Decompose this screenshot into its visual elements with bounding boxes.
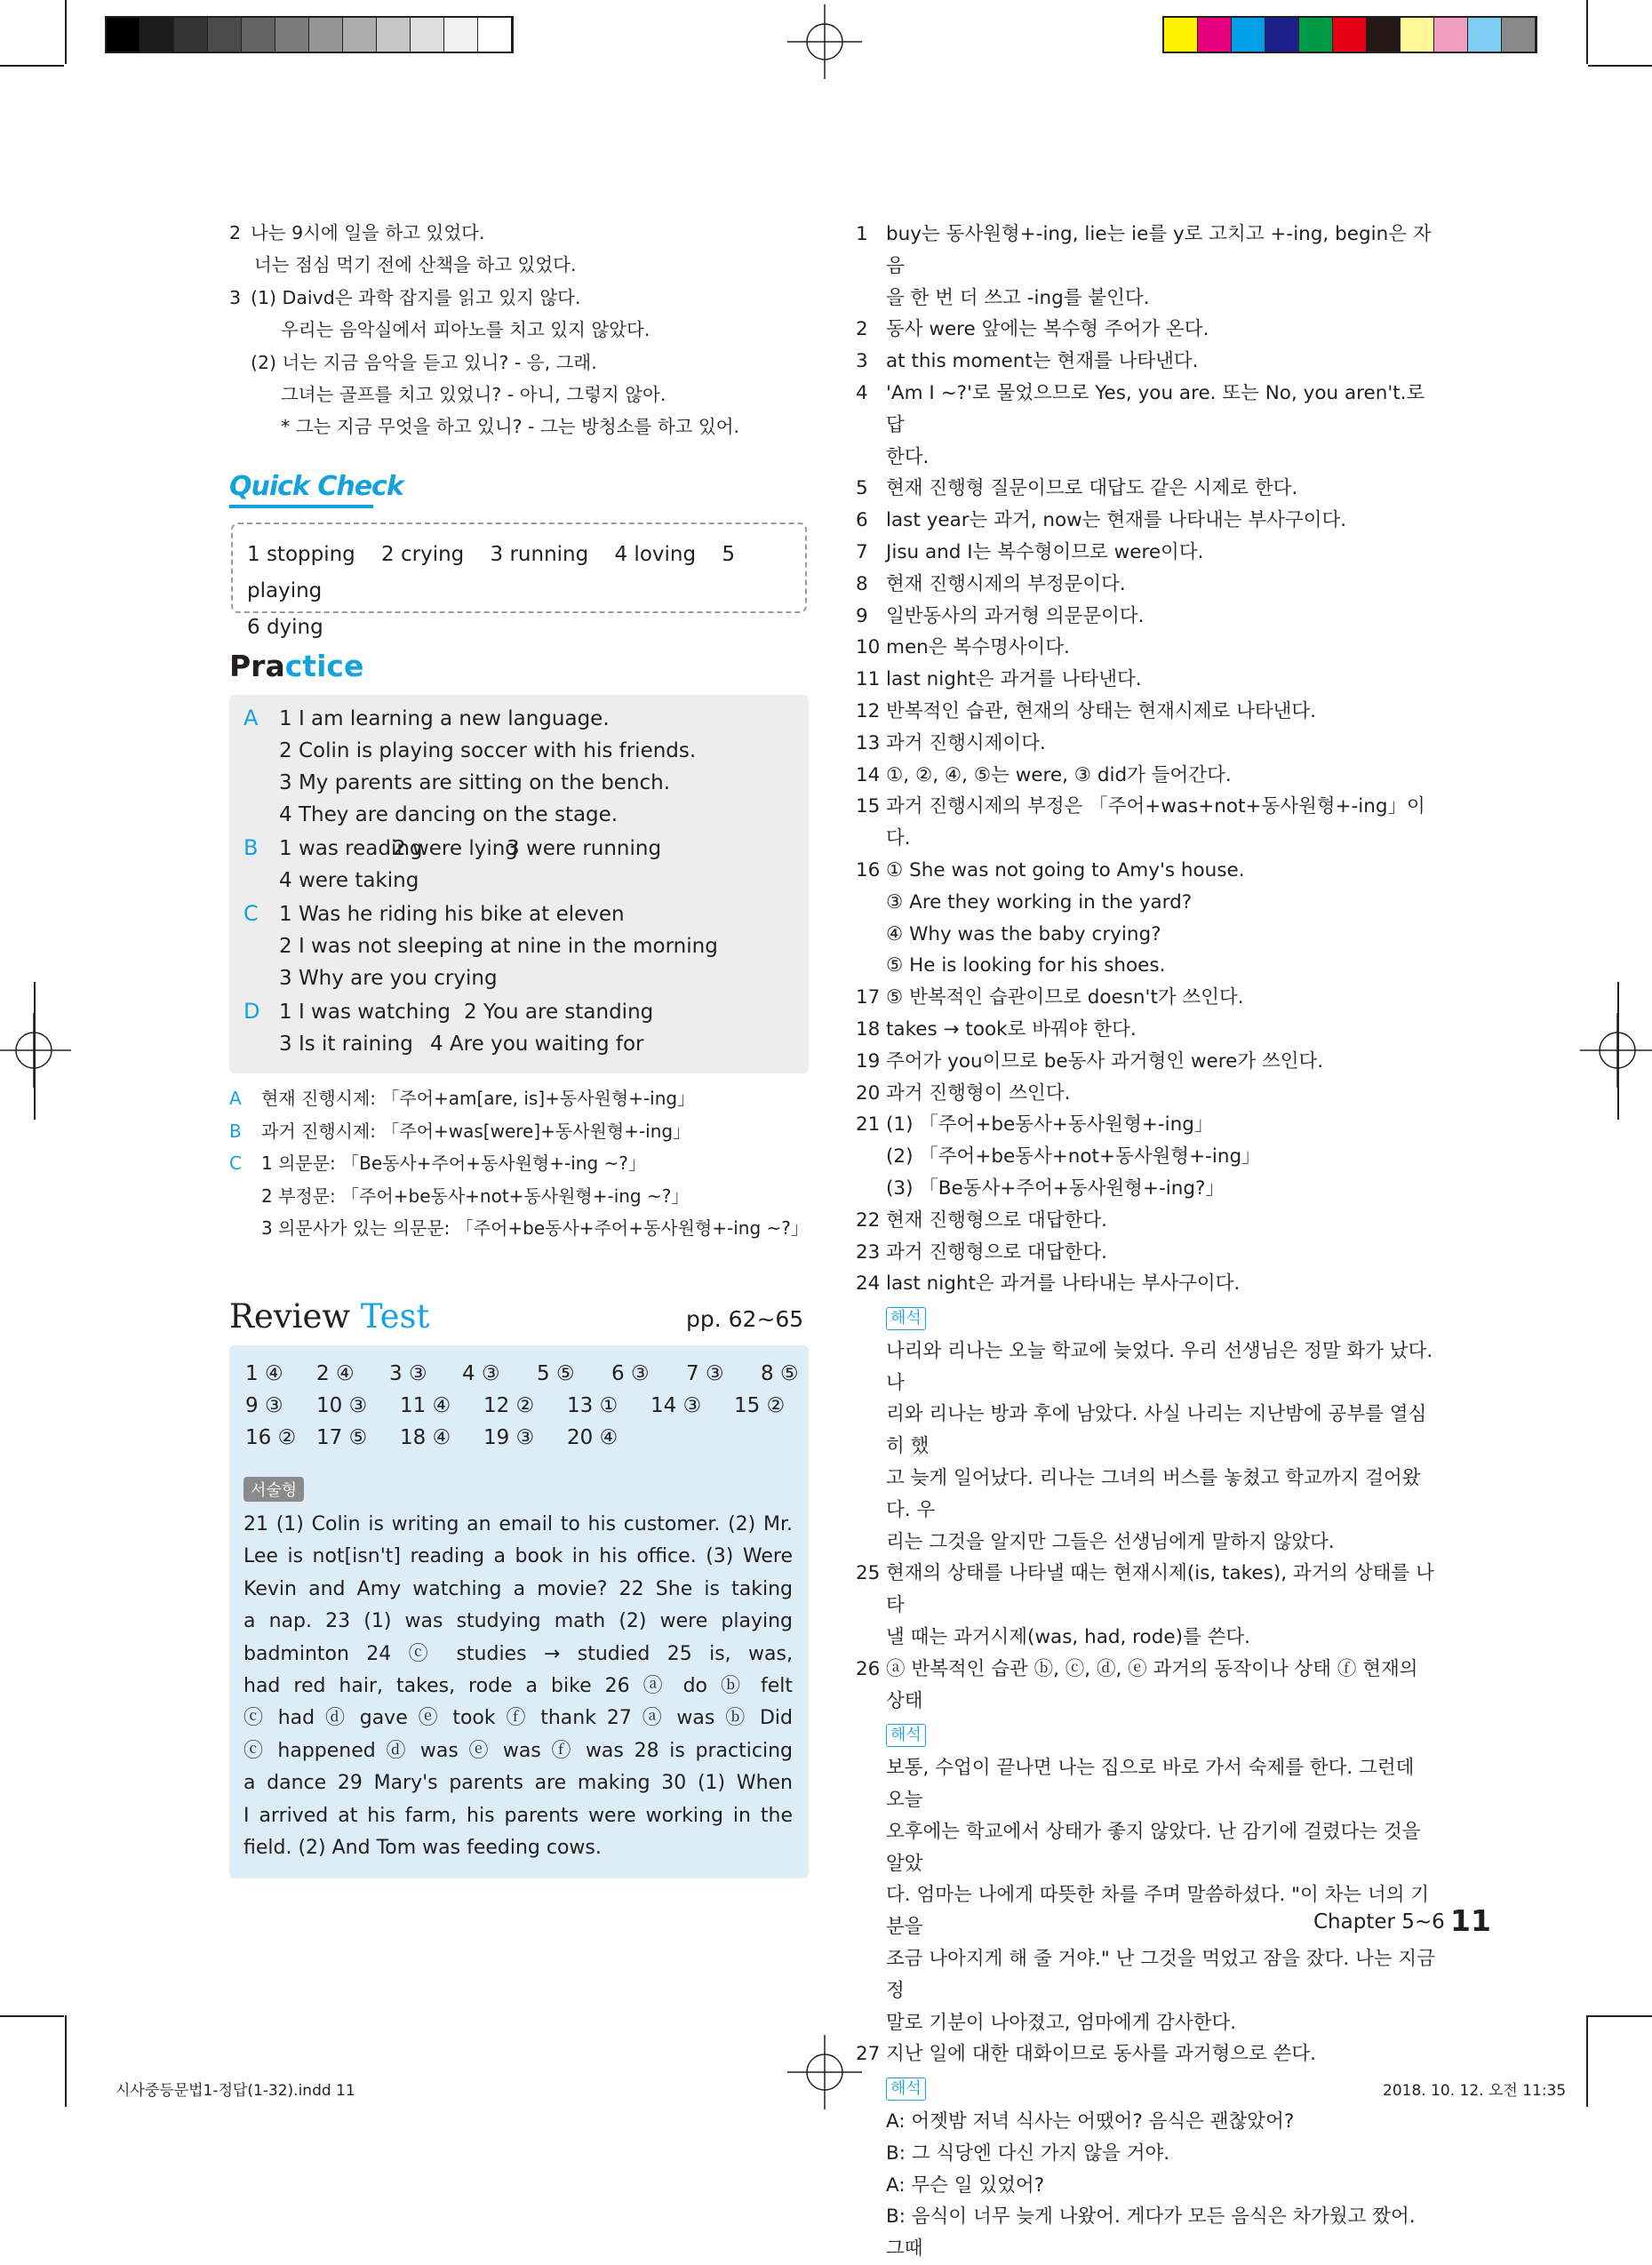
practice-title-part: Pra	[229, 649, 285, 683]
practice-answer: 2 Colin is playing soccer with his friends.	[279, 739, 697, 762]
crop-mark	[0, 2015, 64, 2017]
explanation-text: ①, ②, ④, ⑤는 were, ③ did가 들어간다.	[886, 763, 1232, 786]
item-number	[856, 2106, 886, 2138]
explanation-text: ③ Are they working in the yard?	[886, 890, 1193, 913]
explanation-line	[856, 887, 1437, 919]
review-answer: 9 ③	[245, 1394, 283, 1417]
explanation-line	[856, 1686, 1437, 1718]
grammar-note: 현재 진행시제: 「주어+am[are, is]+동사원형+-ing」	[261, 1088, 696, 1109]
explanation-line	[856, 346, 1437, 378]
explanation-line	[856, 1527, 1437, 1559]
explanation-text: ④ Why was the baby crying?	[886, 922, 1161, 945]
explanation-line	[856, 1014, 1437, 1046]
explanation-line	[856, 1268, 1437, 1300]
explanation-text: 일반동사의 과거형 의문문이다.	[886, 604, 1145, 627]
practice-answer: 2 were lying	[393, 837, 518, 860]
practice-answer: 3 Why are you crying	[279, 967, 498, 990]
explanation-text: last night은 과거를 나타낸다.	[886, 668, 1142, 691]
explanation-line	[856, 569, 1437, 601]
slug-date: 2018. 10. 12. 오전 11:35	[1383, 2082, 1567, 2100]
item-number: 19	[856, 1049, 881, 1073]
explanations-column	[856, 219, 1437, 2265]
review-answer: 15 ②	[734, 1394, 786, 1417]
explanation-line	[856, 696, 1437, 728]
practice-answer: 3 were running	[507, 837, 662, 860]
answer-line: 그녀는 골프를 치고 있었니? - 아니, 그렇지 않아.	[281, 384, 666, 406]
review-answer: 13 ①	[567, 1394, 619, 1417]
review-answer: 7 ③	[686, 1362, 724, 1385]
section-letter: D	[243, 999, 260, 1024]
item-number: 16	[856, 858, 881, 881]
quick-check-item: 4 loving	[614, 543, 697, 566]
written-answer-line: field. (2) And Tom was feeding cows.	[243, 1837, 602, 1860]
center-mark	[1617, 982, 1619, 1120]
explanation-line	[856, 1109, 1437, 1141]
written-answer-line: Kevin and Amy watching a movie? 22 She is taking	[243, 1577, 793, 1600]
crop-mark	[0, 65, 64, 67]
explanation-text: 지난 일에 대한 대화이므로 동사를 과거형으로 쓴다.	[886, 2043, 1316, 2066]
review-answer: 11 ④	[400, 1394, 451, 1417]
translation-badge: 해석	[886, 2078, 926, 2101]
explanation-line	[856, 760, 1437, 792]
explanation-text: 과거 진행형으로 대답한다.	[886, 1240, 1107, 1264]
answer-line: (2) 너는 지금 음악을 듣고 있니? - 응, 그래.	[251, 351, 597, 373]
review-test-box	[229, 1345, 809, 1878]
translation-badge-row	[856, 2072, 1437, 2104]
review-answer: 16 ②	[245, 1426, 297, 1449]
explanation-text: at this moment는 현재를 나타낸다.	[886, 350, 1199, 373]
item-number: 14	[856, 763, 881, 786]
item-number	[856, 1463, 886, 1527]
practice-answer: 1 Was he riding his bike at eleven	[279, 903, 625, 926]
explanation-line	[856, 2007, 1437, 2039]
color-swatch	[1434, 18, 1468, 52]
gray-swatch	[140, 18, 174, 52]
explanation-text: 과거 진행형이 쓰인다.	[886, 1081, 1071, 1105]
review-answer: 3 ③	[389, 1362, 427, 1385]
grammar-note: 과거 진행시제: 「주어+was[were]+동사원형+-ing」	[261, 1120, 691, 1142]
left-top-answers	[229, 217, 816, 443]
item-number: 3	[856, 350, 868, 373]
quick-check-box	[231, 522, 807, 639]
item-number	[856, 2138, 886, 2170]
practice-answer: 4 They are dancing on the stage.	[279, 803, 619, 826]
explanation-line	[856, 219, 1437, 283]
review-answer: 12 ②	[483, 1394, 535, 1417]
item-number: 2	[856, 318, 868, 341]
practice-title-part: ctice	[284, 649, 364, 683]
color-swatch	[1299, 18, 1333, 52]
item-number	[856, 1816, 886, 1880]
crop-mark	[65, 0, 67, 64]
written-answers	[243, 1509, 793, 1864]
explanation-text: 나리와 리나는 오늘 학교에 늦었다. 우리 선생님은 정말 화가 났다. 나	[886, 1339, 1433, 1394]
written-answer-line: had red hair, takes, rode a bike 26 ⓐ do ⓑ felt	[243, 1675, 793, 1698]
review-answer: 20 ④	[567, 1426, 619, 1449]
explanation-text: B: 그 식당엔 다신 가지 않을 거야.	[886, 2141, 1170, 2165]
explanation-line	[856, 1336, 1437, 1400]
gray-swatch	[242, 18, 275, 52]
practice-answer: 1 I am learning a new language.	[279, 707, 610, 730]
color-swatch	[1468, 18, 1502, 52]
explanation-text: 고 늦게 일어났다. 리나는 그녀의 버스를 놓쳤고 학교까지 걸어왔다. 우	[886, 1467, 1421, 1521]
item-number	[856, 283, 886, 315]
answer-line: 우리는 음악실에서 피아노를 치고 있지 않았다.	[281, 319, 650, 341]
written-answer-line: a nap. 23 (1) was studying math (2) were playing	[243, 1610, 793, 1633]
review-answer: 14 ③	[650, 1394, 702, 1417]
explanation-text: 조금 나아지게 해 줄 거야." 난 그것을 먹었고 잠을 잤다. 나는 지금 정	[886, 1948, 1435, 2002]
grammar-note: 1 의문문: 「Be동사+주어+동사원형+-ing ~?」	[261, 1152, 646, 1174]
explanation-line	[856, 1078, 1437, 1110]
color-swatch	[1232, 18, 1265, 52]
color-swatch	[1401, 18, 1434, 52]
item-number	[856, 919, 886, 951]
explanation-text: A: 어젯밤 저녁 식사는 어땠어? 음식은 괜찮았어?	[886, 2110, 1295, 2133]
color-swatch	[1367, 18, 1401, 52]
written-answer-line: ⓒ happened ⓓ was ⓔ was ⓕ was 28 is practicing	[243, 1739, 793, 1762]
review-answer: 1 ④	[245, 1362, 283, 1385]
section-letter: C	[243, 901, 259, 926]
item-number: 9	[856, 604, 868, 627]
crop-mark	[1586, 0, 1588, 64]
item-number	[856, 1173, 886, 1205]
explanation-line	[856, 2038, 1437, 2070]
gray-swatch	[275, 18, 309, 52]
explanation-line	[856, 1752, 1437, 1816]
explanation-text: 과거 진행시제의 부정은 「주어+was+not+동사원형+-ing」이다.	[886, 795, 1425, 850]
crop-mark	[65, 2015, 67, 2107]
item-number: 2	[229, 222, 242, 243]
item-number: 3	[229, 286, 242, 308]
item-number	[856, 887, 886, 919]
review-answer: 2 ④	[316, 1362, 355, 1385]
explanation-text: 현재의 상태를 나타낼 때는 현재시제(is, takes), 과거의 상태를 나타	[886, 1562, 1434, 1617]
review-answer: 6 ③	[611, 1362, 650, 1385]
item-number	[856, 1141, 886, 1173]
practice-answer: 4 Are you waiting for	[430, 1033, 644, 1056]
practice-answer: 2 I was not sleeping at nine in the morning	[279, 935, 718, 958]
item-number: 13	[856, 731, 881, 754]
explanation-text: 주어가 you이므로 be동사 과거형인 were가 쓰인다.	[886, 1049, 1324, 1073]
explanation-line	[856, 473, 1437, 505]
explanation-line	[856, 537, 1437, 569]
item-number: 6	[856, 509, 868, 532]
explanation-text: 반복적인 습관, 현재의 상태는 현재시제로 나타낸다.	[886, 699, 1316, 722]
explanation-text: takes → took로 바꿔야 한다.	[886, 1017, 1137, 1041]
explanation-line	[856, 378, 1437, 442]
review-test-title	[229, 1297, 429, 1336]
explanation-text: buy는 동사원형+-ing, lie는 ie를 y로 고치고 +-ing, begin은 자음	[886, 223, 1432, 277]
item-number: 20	[856, 1081, 881, 1105]
review-answer: 4 ③	[462, 1362, 500, 1385]
explanation-line	[856, 2138, 1437, 2170]
explanation-text: 리와 리나는 방과 후에 남았다. 사실 나리는 지난밤에 공부를 열심히 했	[886, 1403, 1427, 1458]
color-swatch	[1502, 18, 1536, 52]
item-number: 24	[856, 1272, 881, 1296]
explanation-line	[856, 950, 1437, 982]
explanation-text: 현재 진행시제의 부정문이다.	[886, 572, 1126, 595]
review-answer: 19 ③	[483, 1426, 535, 1449]
explanation-line	[856, 664, 1437, 696]
item-number: 23	[856, 1240, 881, 1264]
review-answer: 10 ③	[316, 1394, 368, 1417]
written-answer-line: ⓒ had ⓓ gave ⓔ took ⓕ thank 27 ⓐ was ⓑ Did	[243, 1707, 793, 1730]
item-number: 12	[856, 699, 881, 722]
item-number: 11	[856, 668, 881, 691]
explanation-text: 보통, 수업이 끝나면 나는 집으로 바로 가서 숙제를 한다. 그런데 오늘	[886, 1757, 1415, 1812]
answer-line: 나는 9시에 일을 하고 있었다.	[251, 222, 485, 243]
quick-check-underline	[229, 505, 373, 508]
explanation-line	[856, 728, 1437, 760]
registration-mark-icon	[787, 2035, 862, 2109]
explanation-text: 현재 진행형 질문이므로 대답도 같은 시제로 한다.	[886, 477, 1298, 500]
page-range: pp. 62~65	[686, 1306, 804, 1332]
item-number	[856, 1879, 886, 1943]
translation-badge-row	[856, 1719, 1437, 1751]
section-letter: B	[243, 835, 259, 860]
gray-swatch	[478, 18, 512, 52]
registration-mark-icon	[0, 1013, 71, 1088]
practice-answer: 4 were taking	[279, 869, 419, 892]
gray-swatch	[444, 18, 478, 52]
explanation-text: 리는 그것을 알지만 그들은 선생님에게 말하지 않았다.	[886, 1530, 1335, 1553]
explanation-line	[856, 1558, 1437, 1622]
explanation-text: 현재 진행형으로 대답한다.	[886, 1208, 1107, 1232]
center-mark	[34, 982, 36, 1120]
item-number: 7	[856, 540, 868, 563]
crop-mark	[1586, 2015, 1588, 2107]
quick-check-title: Quick Check	[229, 471, 403, 502]
explanation-line	[856, 1943, 1437, 2007]
review-answer-grid	[245, 1358, 805, 1454]
practice-answer: 1 was reading	[279, 837, 423, 860]
explanation-line	[856, 1622, 1437, 1654]
item-number: 8	[856, 572, 868, 595]
crop-mark	[1588, 2015, 1652, 2017]
explanation-line	[856, 982, 1437, 1014]
item-number: 5	[856, 477, 868, 500]
quick-check-item: 2 crying	[381, 543, 465, 566]
explanation-text: 'Am I ~?'로 물었으므로 Yes, you are. 또는 No, you aren't.로 답	[886, 381, 1425, 436]
quick-check-item: 3 running	[490, 543, 589, 566]
explanation-line	[856, 1654, 1437, 1686]
color-swatch	[1164, 18, 1198, 52]
explanation-text: men은 복수명사이다.	[886, 636, 1070, 659]
item-number	[856, 2170, 886, 2202]
section-letter: B	[229, 1120, 242, 1142]
section-letter: A	[229, 1088, 242, 1109]
item-number	[856, 1336, 886, 1400]
written-answer-line: badminton 24 ⓒ studies → studied 25 is, was,	[243, 1642, 793, 1665]
explanation-line	[856, 791, 1437, 855]
process-color-bar	[1162, 16, 1537, 53]
review-title-part: Test	[360, 1297, 430, 1336]
item-number: 1	[856, 223, 868, 245]
item-number: 27	[856, 2043, 881, 2066]
explanation-line	[856, 855, 1437, 887]
explanation-line	[856, 314, 1437, 346]
review-answer: 5 ⑤	[537, 1362, 575, 1385]
explanation-text: B: 음식이 너무 늦게 나왔어. 게다가 모든 음식은 차가웠고 짰어. 그때	[886, 2205, 1416, 2261]
answer-line: 너는 점심 먹기 전에 산책을 하고 있었다.	[254, 254, 577, 276]
explanation-text: last year는 과거, now는 현재를 나타내는 부사구이다.	[886, 509, 1347, 532]
item-number: 4	[856, 381, 868, 404]
explanation-line	[856, 1205, 1437, 1237]
item-number: 21	[856, 1113, 881, 1136]
crop-mark	[1588, 65, 1652, 67]
explanation-text: A: 무슨 일 있었어?	[886, 2173, 1045, 2197]
quick-check-item: 5 playing	[247, 543, 735, 602]
slug-filename: 시사중등문법1-정답(1-32).indd 11	[116, 2082, 355, 2100]
translation-badge-row	[856, 1302, 1437, 1334]
item-number	[856, 2007, 886, 2039]
registration-mark-icon	[1580, 1013, 1652, 1088]
gray-swatch	[343, 18, 377, 52]
answer-line: * 그는 지금 무엇을 하고 있니? - 그는 방청소를 하고 있어.	[281, 416, 740, 438]
written-answer-line: Lee is not[isn't] reading a book in his office. (3) Were	[243, 1545, 793, 1568]
color-swatch	[1333, 18, 1367, 52]
item-number: 26	[856, 1657, 881, 1680]
explanation-line	[856, 1237, 1437, 1269]
practice-answer-box	[229, 695, 809, 1073]
written-answer-line: I arrived at his farm, his parents were working in the	[243, 1804, 793, 1827]
gray-swatch	[377, 18, 411, 52]
grammar-notes	[229, 1082, 816, 1245]
item-number	[856, 950, 886, 982]
item-number: 18	[856, 1017, 881, 1041]
color-swatch	[1198, 18, 1232, 52]
item-number: 25	[856, 1562, 881, 1585]
gray-swatch	[411, 18, 444, 52]
color-swatch	[1265, 18, 1299, 52]
review-answer: 18 ④	[400, 1426, 451, 1449]
explanation-line	[856, 1399, 1437, 1463]
gray-swatch	[208, 18, 242, 52]
review-answer: 17 ⑤	[316, 1426, 368, 1449]
section-letter: A	[243, 706, 259, 730]
review-title-part: Review	[229, 1297, 351, 1336]
written-answer-line: 21 (1) Colin is writing an email to his customer. (2) Mr.	[243, 1513, 793, 1535]
explanation-line	[856, 919, 1437, 951]
explanation-line	[856, 601, 1437, 633]
practice-answer: 3 Is it raining	[279, 1033, 413, 1056]
section-letter: C	[229, 1152, 242, 1174]
explanation-text: ⑤ He is looking for his shoes.	[886, 954, 1166, 977]
grammar-note: 3 의문사가 있는 의문문: 「주어+be동사+주어+동사원형+-ing ~?」	[261, 1217, 809, 1239]
gray-swatch	[174, 18, 208, 52]
explanation-line	[856, 1046, 1437, 1078]
explanation-text: ⑤ 반복적인 습관이므로 doesn't가 쓰인다.	[886, 986, 1244, 1009]
chapter-label: Chapter 5~6	[1313, 1910, 1445, 1934]
explanation-text: ⓐ 반복적인 습관 ⓑ, ⓒ, ⓓ, ⓔ 과거의 동작이나 상태 ⓕ 현재의	[886, 1657, 1418, 1680]
gray-swatch	[309, 18, 343, 52]
practice-title	[229, 649, 363, 683]
explanation-text: 오후에는 학교에서 상태가 좋지 않았다. 난 감기에 걸렸다는 것을 알았	[886, 1820, 1421, 1875]
item-number	[856, 1527, 886, 1559]
explanation-text: 을 한 번 더 쓰고 -ing를 붙인다.	[886, 286, 1150, 309]
explanation-line	[856, 2106, 1437, 2138]
explanation-line	[856, 2201, 1437, 2265]
grammar-note: 2 부정문: 「주어+be동사+not+동사원형+-ing ~?」	[261, 1184, 690, 1207]
item-number	[856, 1622, 886, 1654]
item-number	[856, 2201, 886, 2265]
gray-swatch	[107, 18, 140, 52]
explanation-text: (2) 「주어+be동사+not+동사원형+-ing」	[886, 1145, 1261, 1168]
explanation-line	[856, 1816, 1437, 1880]
explanation-line	[856, 283, 1437, 315]
translation-badge: 해석	[886, 1307, 926, 1330]
page-number: 11	[1450, 1903, 1491, 1938]
explanation-line	[856, 632, 1437, 664]
item-number	[856, 1752, 886, 1816]
explanation-line	[856, 1141, 1437, 1173]
explanation-text: 낼 때는 과거시제(was, had, rode)를 쓴다.	[886, 1626, 1250, 1649]
written-test-badge: 서술형	[243, 1477, 304, 1502]
item-number	[856, 1943, 886, 2007]
explanation-text: last night은 과거를 나타내는 부사구이다.	[886, 1272, 1241, 1296]
explanation-text: 과거 진행시제이다.	[886, 731, 1046, 754]
quick-check-item: 6 dying	[247, 616, 323, 639]
quick-check-item: 1 stopping	[247, 543, 355, 566]
explanation-text: 한다.	[886, 445, 930, 468]
explanation-line	[856, 1173, 1437, 1205]
practice-answer: 1 I was watching	[279, 1001, 451, 1024]
explanation-text: 동사 were 앞에는 복수형 주어가 온다.	[886, 318, 1209, 341]
explanation-line	[856, 442, 1437, 474]
explanation-line	[856, 505, 1437, 537]
explanation-line	[856, 1463, 1437, 1527]
grayscale-color-bar	[105, 16, 514, 53]
translation-badge: 해석	[886, 1724, 926, 1747]
explanation-text: 다. 엄마는 나에게 따뜻한 차를 주며 말씀하셨다. "이 차는 너의 기분을	[886, 1884, 1430, 1939]
registration-mark-icon	[787, 4, 862, 79]
explanation-text: (1) 「주어+be동사+동사원형+-ing」	[886, 1113, 1214, 1136]
item-number: 10	[856, 636, 881, 659]
item-number	[856, 1686, 886, 1718]
written-answer-line: a dance 29 Mary's parents are making 30 (1) When	[243, 1772, 793, 1795]
explanation-text: Jisu and I는 복수형이므로 were이다.	[886, 540, 1204, 563]
explanation-text: 상태	[886, 1689, 923, 1712]
item-number	[856, 1399, 886, 1463]
item-number: 17	[856, 986, 881, 1009]
explanation-text: ① She was not going to Amy's house.	[886, 858, 1245, 881]
explanation-line	[856, 2170, 1437, 2202]
item-number: 15	[856, 795, 881, 818]
item-number: 22	[856, 1208, 881, 1232]
practice-answer: 2 You are standing	[464, 1001, 654, 1024]
item-number	[856, 442, 886, 474]
answer-line: (1) Daivd은 과학 잡지를 읽고 있지 않다.	[251, 286, 581, 308]
practice-answer: 3 My parents are sitting on the bench.	[279, 771, 671, 794]
explanation-text: (3) 「Be동사+주어+동사원형+-ing?」	[886, 1176, 1225, 1200]
explanation-text: 말로 기분이 나아졌고, 엄마에게 감사한다.	[886, 2011, 1237, 2034]
review-answer: 8 ⑤	[761, 1362, 799, 1385]
